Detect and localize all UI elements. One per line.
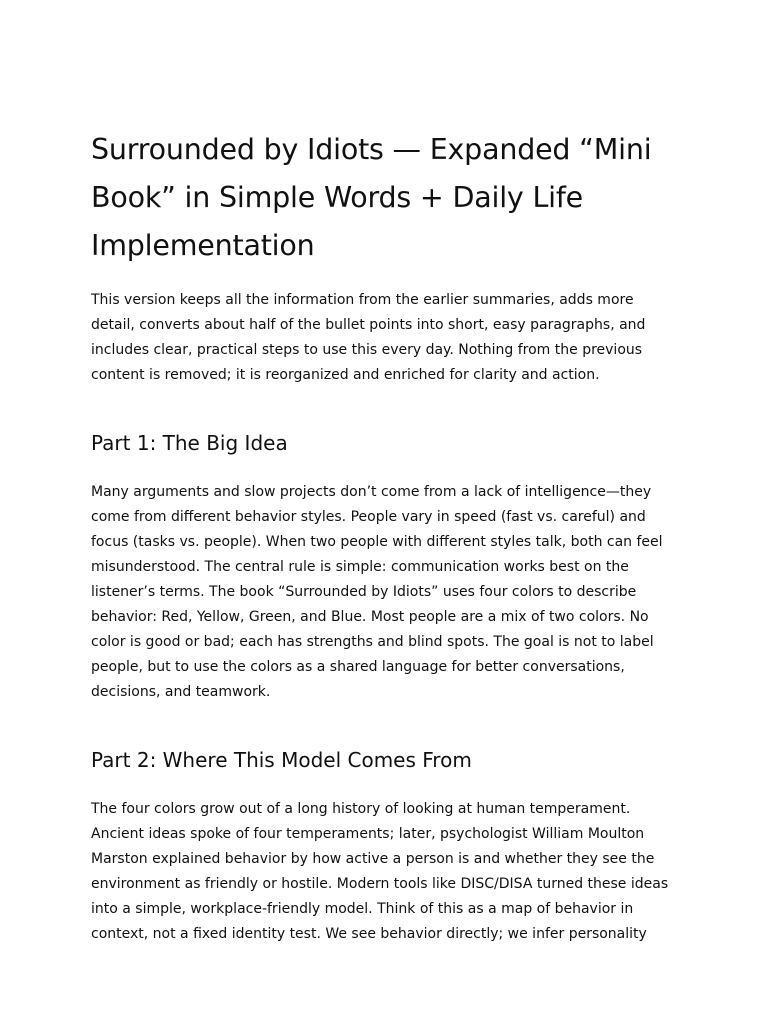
intro-paragraph: This version keeps all the information from the earlier summaries, adds more detail, converts about half of the bullet points into short, easy paragraphs, and includes clear, practical steps to use this every day. Nothing from the previous content is removed; it is reorganized and enriched for clarity and action. <box>91 292 646 383</box>
section-heading-part-2: Part 2: Where This Model Comes From <box>91 748 472 772</box>
document-title: Surrounded by Idiots — Expanded “Mini Book” in Simple Words + Daily Life Implementation <box>91 133 652 262</box>
section-heading-part-1: Part 1: The Big Idea <box>91 431 288 455</box>
document-page <box>91 126 679 947</box>
section-body-part-1: Many arguments and slow projects don’t come from a lack of intelligence—they come from different behavior styles. People vary in speed (fast vs. careful) and focus (tasks vs. people). When two people with different styles talk, both can feel misunderstood. The central rule is simple: communication works best on the listener’s terms. The book “Surrounded by Idiots” uses four colors to describe behavior: Red, Yellow, Green, and Blue. Most people are a mix of two colors. No color is good or bad; each has strengths and blind spots. The goal is not to label people, but to use the colors as a shared language for better conversations, decisions, and teamwork. <box>91 484 663 700</box>
section-body-part-2: The four colors grow out of a long history of looking at human temperament. Ancient ideas spoke of four temperaments; later, psychologist William Moulton Marston explained behavior by how active a person is and whether they see the environment as friendly or hostile. Modern tools like DISC/DISA turned these ideas into a simple, workplace-friendly model. Think of this as a map of behavior in context, not a fixed identity test. We see behavior directly; we infer personality <box>91 801 669 942</box>
